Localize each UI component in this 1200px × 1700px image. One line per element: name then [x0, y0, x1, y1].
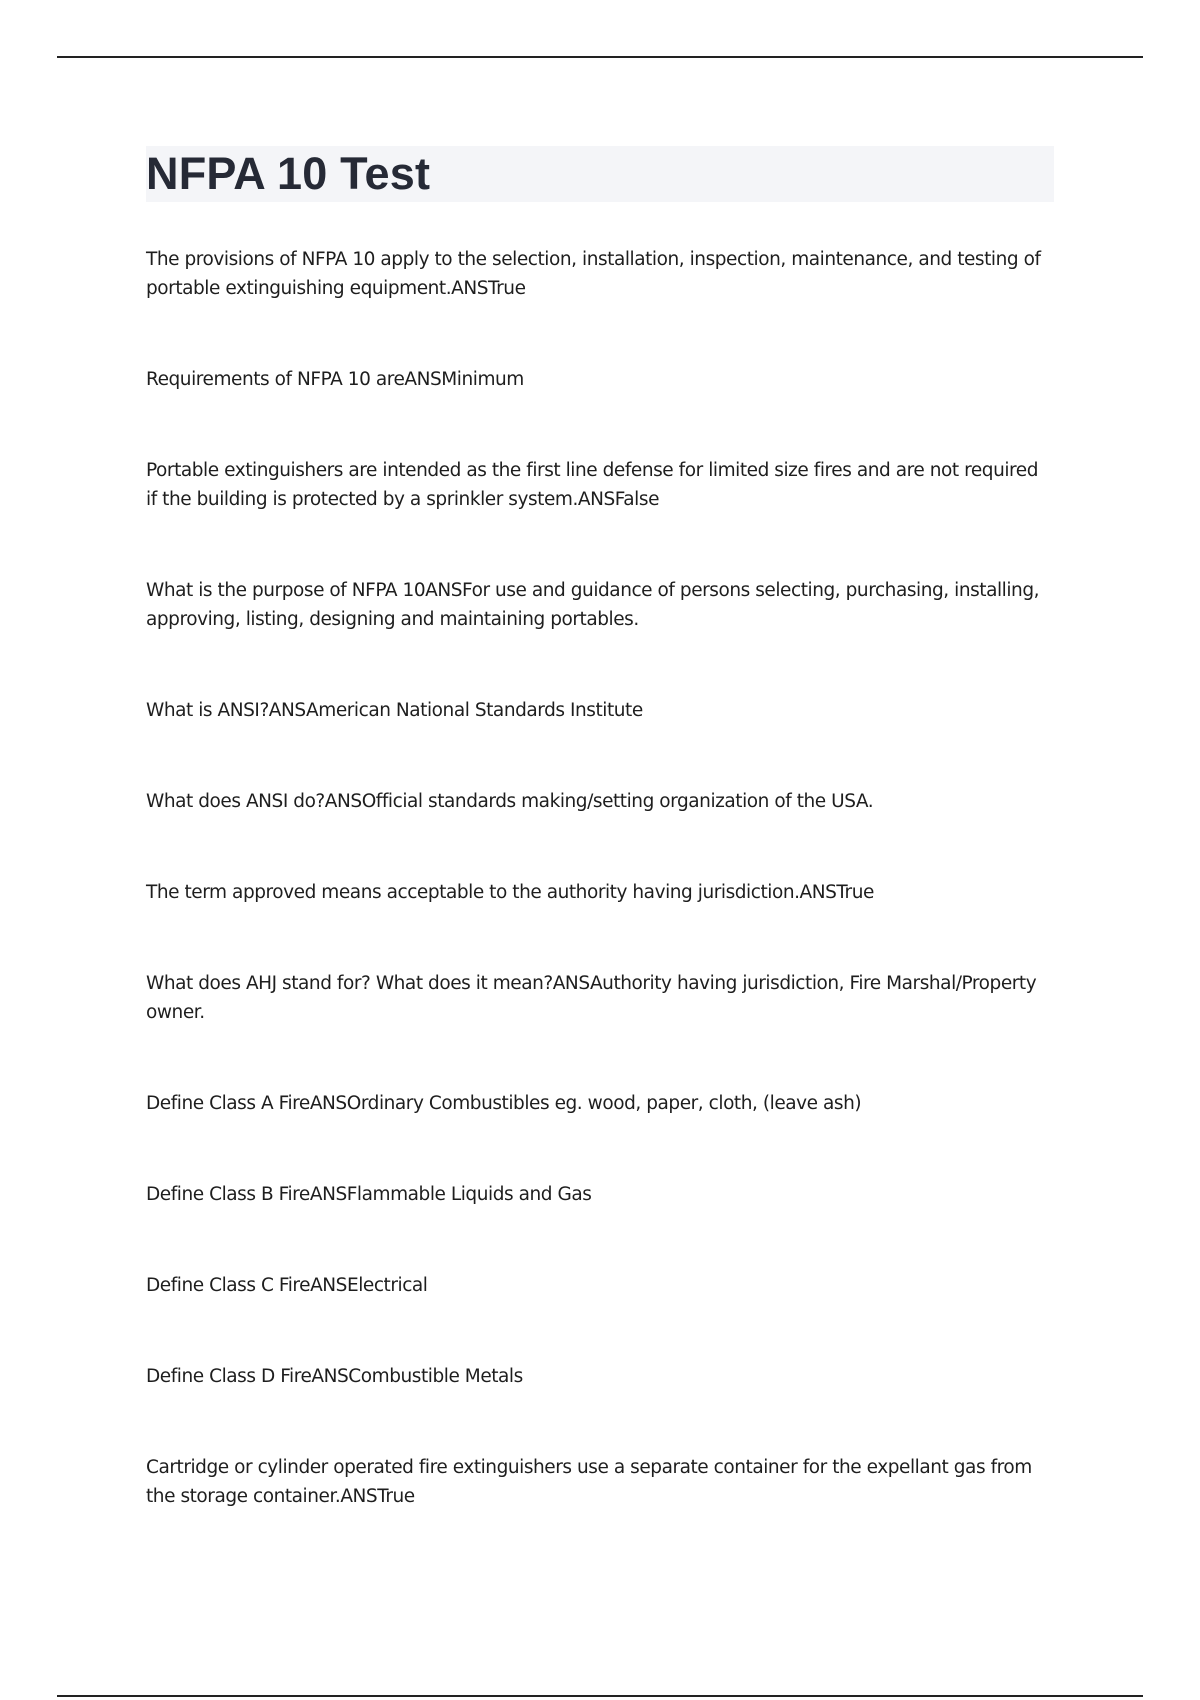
qa-item: Requirements of NFPA 10 areANSMinimum [146, 369, 524, 390]
qa-item: Define Class D FireANSCombustible Metals [146, 1366, 523, 1387]
qa-item: Define Class B FireANSFlammable Liquids and Gas [146, 1184, 592, 1205]
qa-item: The term approved means acceptable to the authority having jurisdiction.ANSTrue [146, 882, 874, 903]
qa-item: Define Class A FireANSOrdinary Combustibles eg. wood, paper, cloth, (leave ash) [146, 1093, 862, 1114]
title-banner [146, 146, 1054, 202]
qa-item: What does ANSI do?ANSOfficial standards making/setting organization of the USA. [146, 791, 874, 812]
qa-list [146, 245, 1054, 1511]
header-rule [57, 56, 1143, 58]
qa-item: What does AHJ stand for? What does it mean?ANSAuthority having jurisdiction, Fire Marshal/Property owner. [146, 973, 1037, 1023]
qa-item: Cartridge or cylinder operated fire extinguishers use a separate container for the expellant gas from the storage container.ANSTrue [146, 1457, 1032, 1507]
qa-item: The provisions of NFPA 10 apply to the selection, installation, inspection, maintenance, and testing of portable extinguishing equipment.ANSTrue [146, 249, 1041, 299]
document-body [146, 146, 1054, 1573]
page-title: NFPA 10 Test [146, 148, 431, 199]
qa-item: Define Class C FireANSElectrical [146, 1275, 428, 1296]
qa-item: Portable extinguishers are intended as the first line defense for limited size fires and are not required if the building is protected by a sprinkler system.ANSFalse [146, 460, 1039, 510]
qa-item: What is the purpose of NFPA 10ANSFor use and guidance of persons selecting, purchasing, installing, approving, listing, designing and maintaining portables. [146, 580, 1040, 630]
footer-rule [57, 1695, 1143, 1697]
qa-item: What is ANSI?ANSAmerican National Standards Institute [146, 700, 643, 721]
